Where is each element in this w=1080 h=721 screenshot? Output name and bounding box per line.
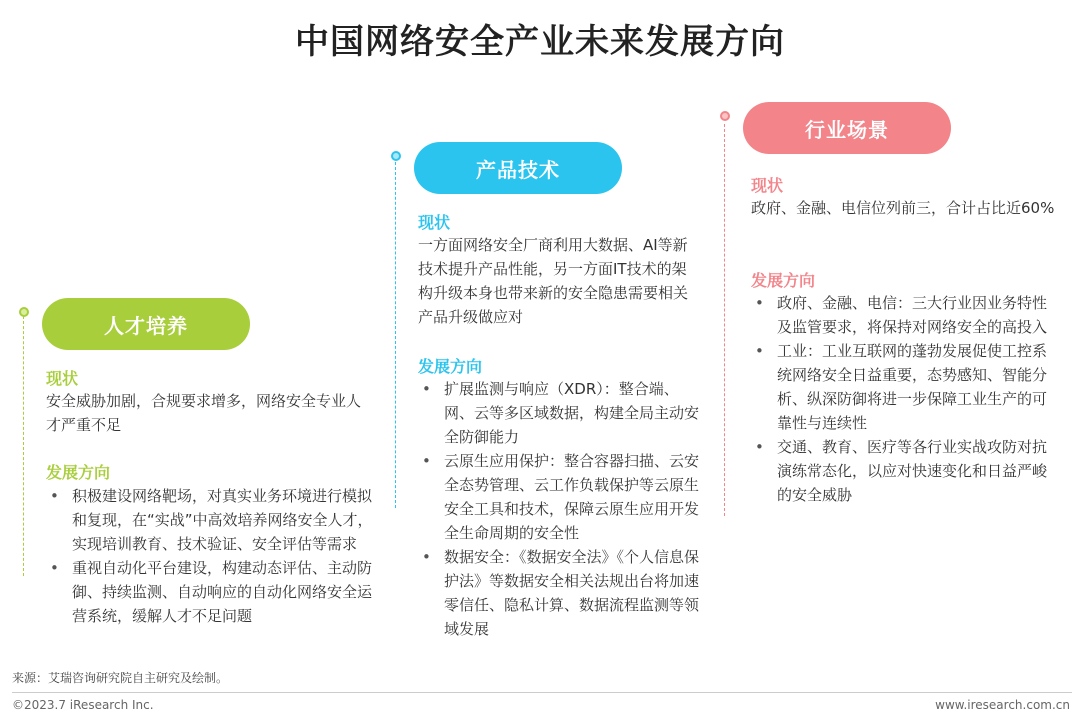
page-title: 中国网络安全产业未来发展方向 bbox=[295, 22, 785, 62]
industry-status-text: 政府、金融、电信位列前三，合计占比近60% bbox=[751, 199, 1055, 217]
list-item: • 交通、教育、医疗等各行业实战攻防对抗演练常态化，以应对快速变化和日益严峻的安全威胁 bbox=[751, 435, 1051, 507]
timeline-dot-industry bbox=[720, 111, 730, 121]
industry-status-heading: 现状 bbox=[751, 176, 784, 195]
list-item: • 云原生应用保护：整合容器扫描、云安全态势管理、云工作负载保护等云原生安全工具和技术，保障云原生应用开发全生命周期的安全性 bbox=[418, 449, 702, 545]
list-item: • 政府、金融、电信：三大行业因业务特性及监管要求，将保持对网络安全的高投入 bbox=[751, 291, 1051, 339]
product-direction-heading: 发展方向 bbox=[418, 357, 483, 376]
product-status-heading: 现状 bbox=[418, 213, 451, 232]
product-status-text: 一方面网络安全厂商利用大数据、AI等新技术提升产品性能，另一方面IT技术的架构升级本身也带来新的安全隐患需要相关产品升级做应对 bbox=[418, 236, 689, 326]
footer-divider bbox=[12, 692, 1072, 693]
timeline-line-product bbox=[395, 162, 396, 508]
timeline-dot-talent bbox=[19, 307, 29, 317]
timeline-dot-product bbox=[391, 151, 401, 161]
industry-bullets bbox=[751, 291, 1051, 507]
pill-industry: 行业场景 bbox=[743, 102, 951, 154]
pill-product: 产品技术 bbox=[414, 142, 622, 194]
talent-direction-heading: 发展方向 bbox=[46, 463, 111, 482]
list-item: • 数据安全：《数据安全法》《个人信息保护法》等数据安全相关法规出台将加速零信任、隐私计算、数据流程监测等领域发展 bbox=[418, 545, 702, 641]
talent-bullets bbox=[46, 484, 374, 628]
list-item: • 积极建设网络靶场，对真实业务环境进行模拟和复现，在“实战”中高效培养网络安全人才，实现培训教育、技术验证、安全评估等需求 bbox=[46, 484, 374, 556]
source-note: 来源：艾瑞咨询研究院自主研究及绘制。 bbox=[12, 671, 229, 685]
talent-status-heading: 现状 bbox=[46, 369, 79, 388]
talent-status-text: 安全威胁加剧，合规要求增多，网络安全专业人才严重不足 bbox=[46, 392, 362, 434]
list-item: • 工业：工业互联网的蓬勃发展促使工控系统网络安全日益重要，态势感知、智能分析、纵深防御将进一步保障工业生产的可靠性与连续性 bbox=[751, 339, 1051, 435]
pill-talent: 人才培养 bbox=[42, 298, 250, 350]
list-item: • 重视自动化平台建设，构建动态评估、主动防御、持续监测、自动响应的自动化网络安全运营系统，缓解人才不足问题 bbox=[46, 556, 374, 628]
list-item: • 扩展监测与响应（XDR）：整合端、网、云等多区域数据，构建全局主动安全防御能力 bbox=[418, 377, 702, 449]
timeline-line-talent bbox=[23, 316, 24, 576]
timeline-line-industry bbox=[724, 124, 725, 516]
product-bullets bbox=[418, 377, 702, 641]
copyright: ©2023.7 iResearch Inc. bbox=[12, 698, 154, 712]
industry-direction-heading: 发展方向 bbox=[751, 271, 816, 290]
website-url: www.iresearch.com.cn bbox=[935, 698, 1070, 712]
